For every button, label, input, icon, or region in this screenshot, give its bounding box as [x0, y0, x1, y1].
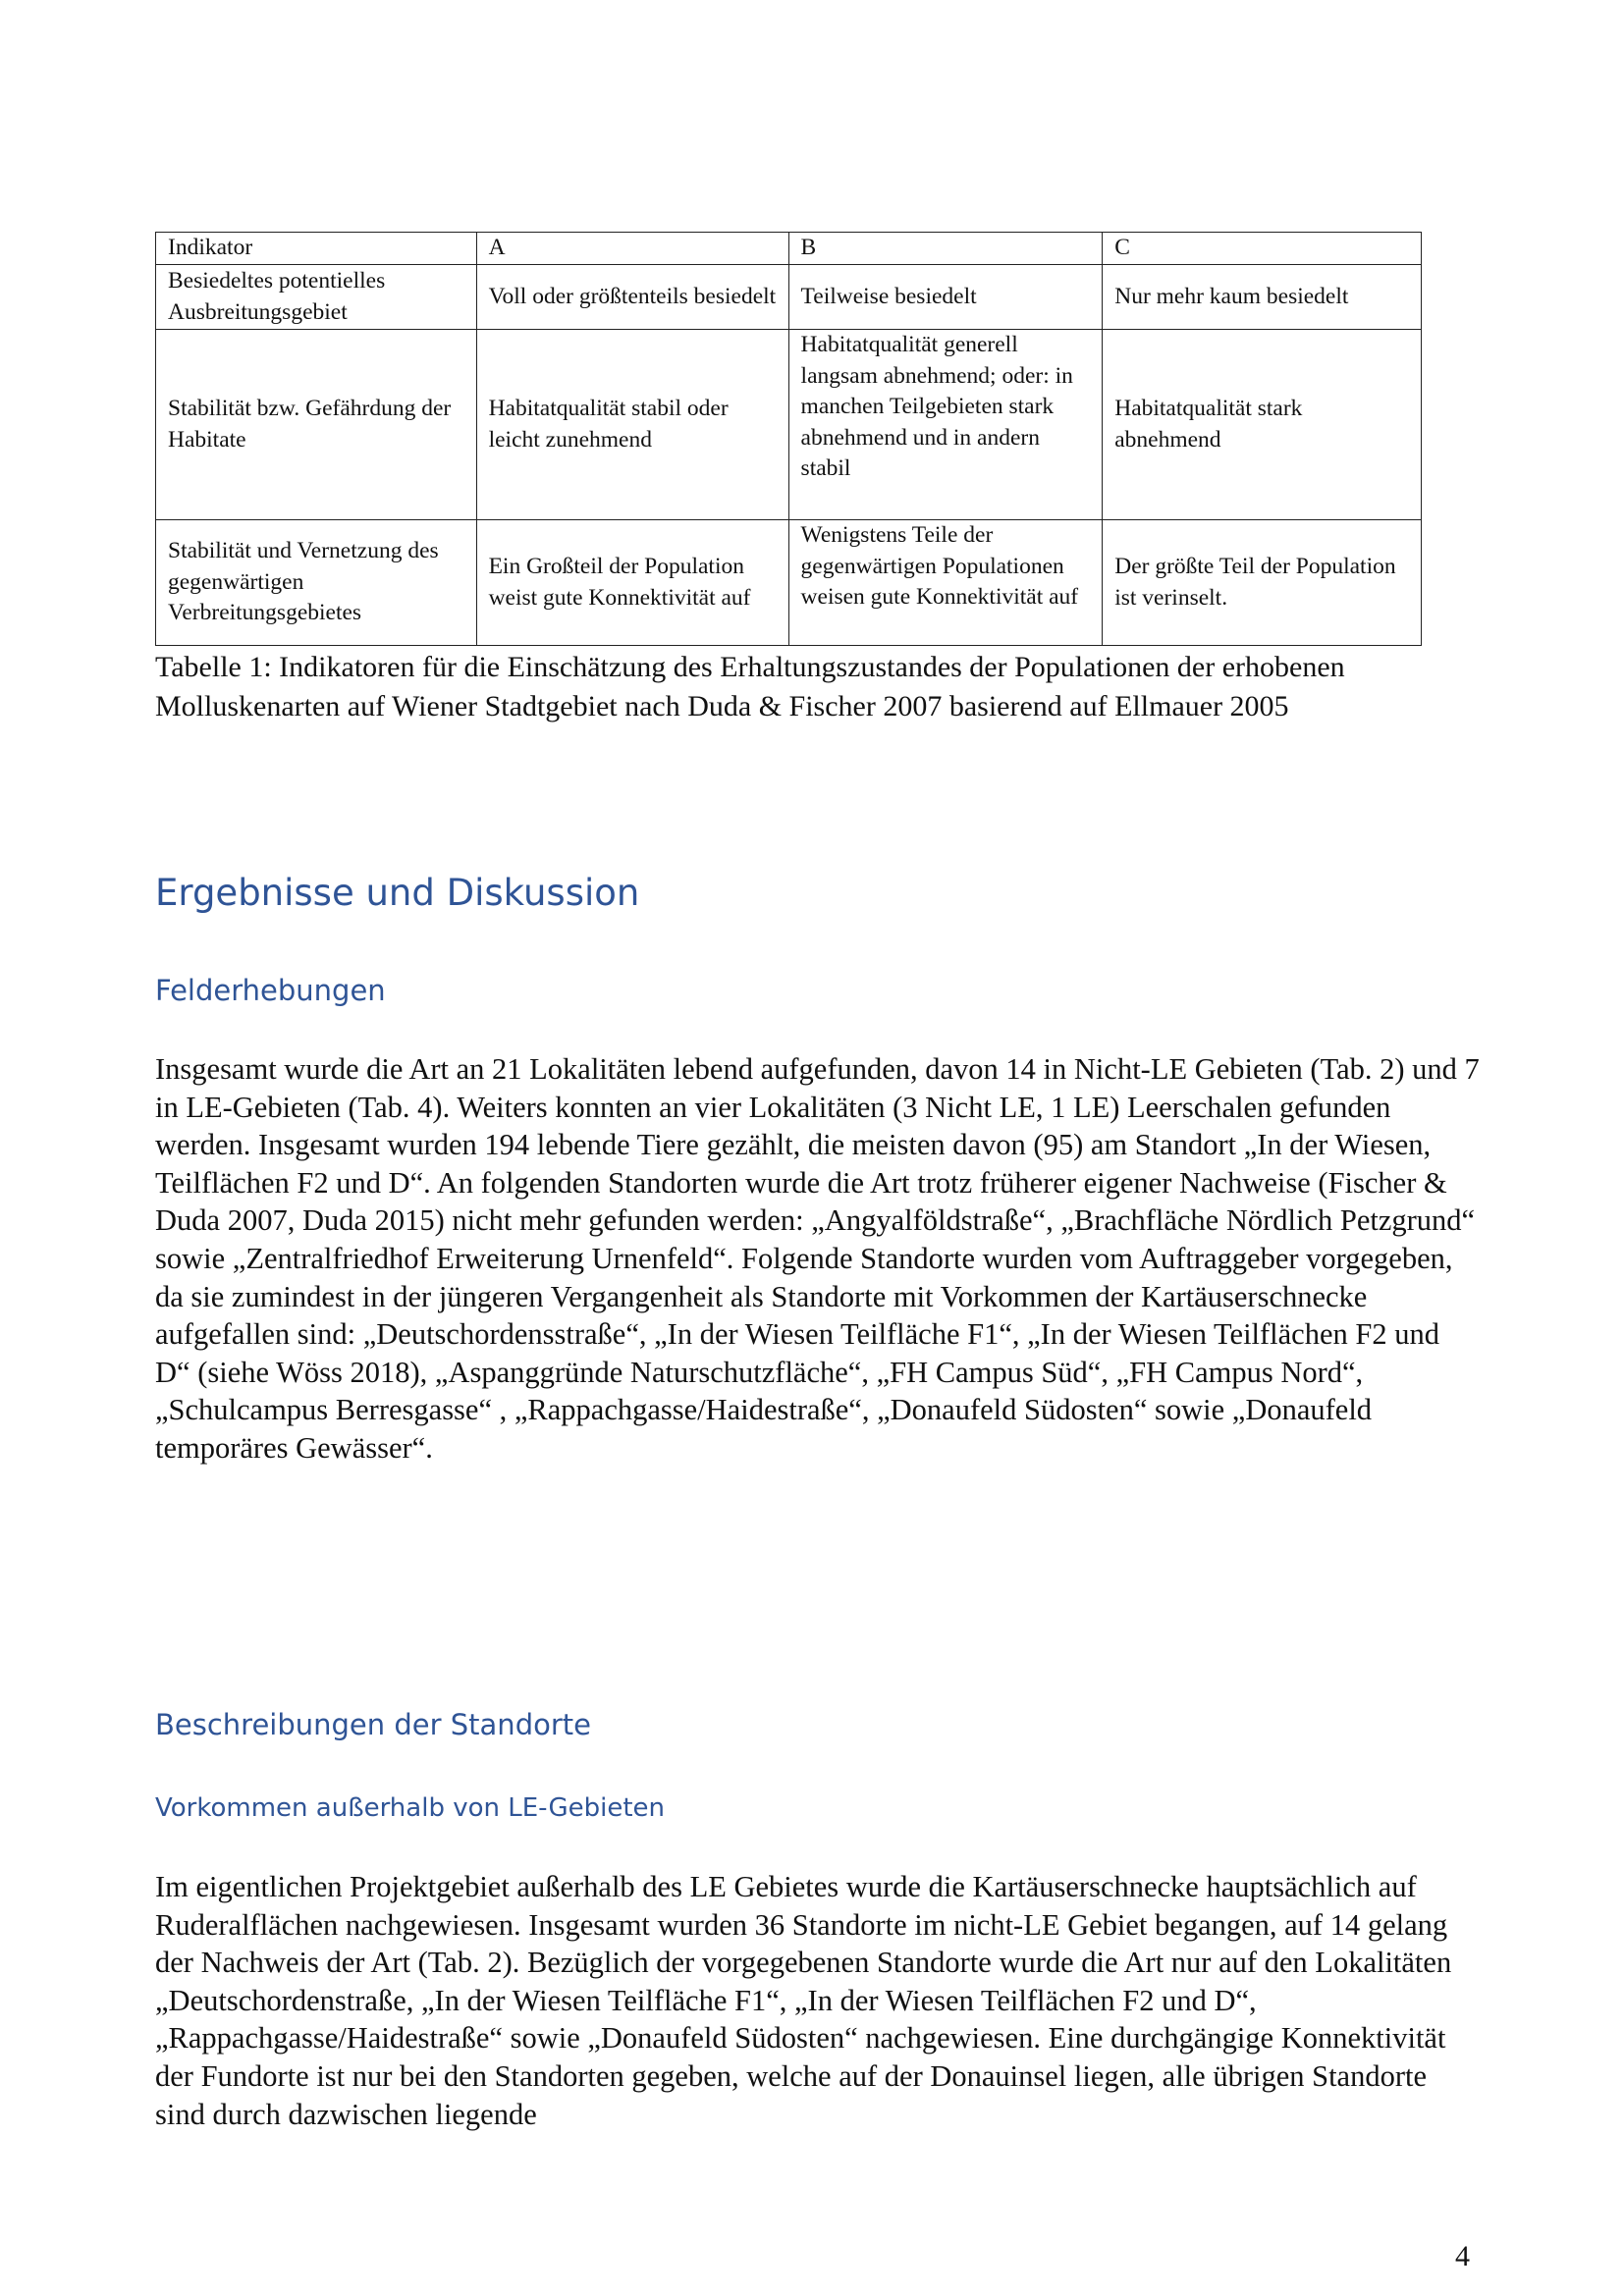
table-cell: Der größte Teil der Population ist verinselt.: [1103, 520, 1422, 646]
table-row: [156, 265, 1422, 330]
table-cell: Stabilität bzw. Gefährdung der Habitate: [156, 330, 477, 520]
table-cell: Ein Großteil der Population weist gute Konnektivität auf: [476, 520, 788, 646]
section-heading: Ergebnisse und Diskussion: [155, 872, 640, 914]
table-cell: Besiedeltes potentielles Ausbreitungsgebiet: [156, 265, 477, 330]
table-header-row: [156, 233, 1422, 265]
table-caption: Tabelle 1: Indikatoren für die Einschätzung des Erhaltungszustandes der Populationen der erhobenen Molluskenarten auf Wiener Stadtgebiet nach Duda & Fischer 2007 basierend auf Ellmauer 2005: [155, 651, 1345, 722]
page-number: 4: [1455, 2240, 1470, 2272]
table-header-cell: A: [476, 233, 788, 265]
table-cell: Stabilität und Vernetzung des gegenwärtigen Verbreitungsgebietes: [156, 520, 477, 646]
table-cell: Voll oder größtenteils besiedelt: [476, 265, 788, 330]
table-cell: Teilweise besiedelt: [788, 265, 1103, 330]
subsubsection-heading: Vorkommen außerhalb von LE-Gebieten: [155, 1793, 666, 1823]
table-cell: Nur mehr kaum besiedelt: [1103, 265, 1422, 330]
table-cell: Habitatqualität stark abnehmend: [1103, 330, 1422, 520]
table-cell: Habitatqualität generell langsam abnehmend; oder: in manchen Teilgebieten stark abnehmend und in andern stabil: [788, 330, 1103, 520]
table-row: [156, 330, 1422, 520]
indicator-table: [155, 232, 1422, 646]
subsection-heading: Felderhebungen: [155, 974, 386, 1007]
subsection-heading: Beschreibungen der Standorte: [155, 1708, 591, 1741]
table-header-cell: Indikator: [156, 233, 477, 265]
table-header-cell: C: [1103, 233, 1422, 265]
table-header-cell: B: [788, 233, 1103, 265]
table-row: [156, 520, 1422, 646]
body-paragraph: Insgesamt wurde die Art an 21 Lokalitäten lebend aufgefunden, davon 14 in Nicht-LE Gebieten (Tab. 2) und 7 in LE-Gebieten (Tab. 4). Weiters konnten an vier Lokalitäten (3 Nicht LE, 1 LE) Leerschalen gefunden werden. Insgesamt wurden 194 lebende Tiere gezählt, die meisten davon (95) am Standort „In der Wiesen, Teilflächen F2 und D“. An folgenden Standorten wurde die Art trotz früherer eigener Nachweise (Fischer & Duda 2007, Duda 2015) nicht mehr gefunden werden: „Angyalföldstraße“, „Brachfläche Nördlich Petzgrund“ sowie „Zentralfriedhof Erweiterung Urnenfeld“. Folgende Standorte wurden vom Auftraggeber vorgegeben, da sie zumindest in der jüngeren Vergangenheit als Standorte mit Vorkommen der Kartäuserschnecke aufgefallen sind: „Deutschordensstraße“, „In der Wiesen Teilfläche F1“, „In der Wiesen Teilflächen F2 und D“ (siehe Wöss 2018), „Aspanggründe Naturschutzfläche“, „FH Campus Süd“, „FH Campus Nord“, „Schulcampus Berresgasse“ , „Rappachgasse/Haidestraße“, „Donaufeld Südosten“ sowie „Donaufeld temporäres Gewässer“.: [155, 1052, 1480, 1465]
body-paragraph: Im eigentlichen Projektgebiet außerhalb des LE Gebietes wurde die Kartäuserschnecke hauptsächlich auf Ruderalflächen nachgewiesen. Insgesamt wurden 36 Standorte im nicht-LE Gebiet begangen, auf 14 gelang der Nachweis der Art (Tab. 2). Bezüglich der vorgegebenen Standorte wurde die Art nur auf den Lokalitäten „Deutschordenstraße, „In der Wiesen Teilfläche F1“, „In der Wiesen Teilflächen F2 und D“, „Rappachgasse/Haidestraße“ sowie „Donaufeld Südosten“ nachgewiesen. Eine durchgängige Konnektivität der Fundorte ist nur bei den Standorten gegeben, welche auf der Donauinsel liegen, alle übrigen Standorte sind durch dazwischen liegende: [155, 1870, 1452, 2131]
table-cell: Habitatqualität stabil oder leicht zunehmend: [476, 330, 788, 520]
table-cell: Wenigstens Teile der gegenwärtigen Populationen weisen gute Konnektivität auf: [788, 520, 1103, 646]
